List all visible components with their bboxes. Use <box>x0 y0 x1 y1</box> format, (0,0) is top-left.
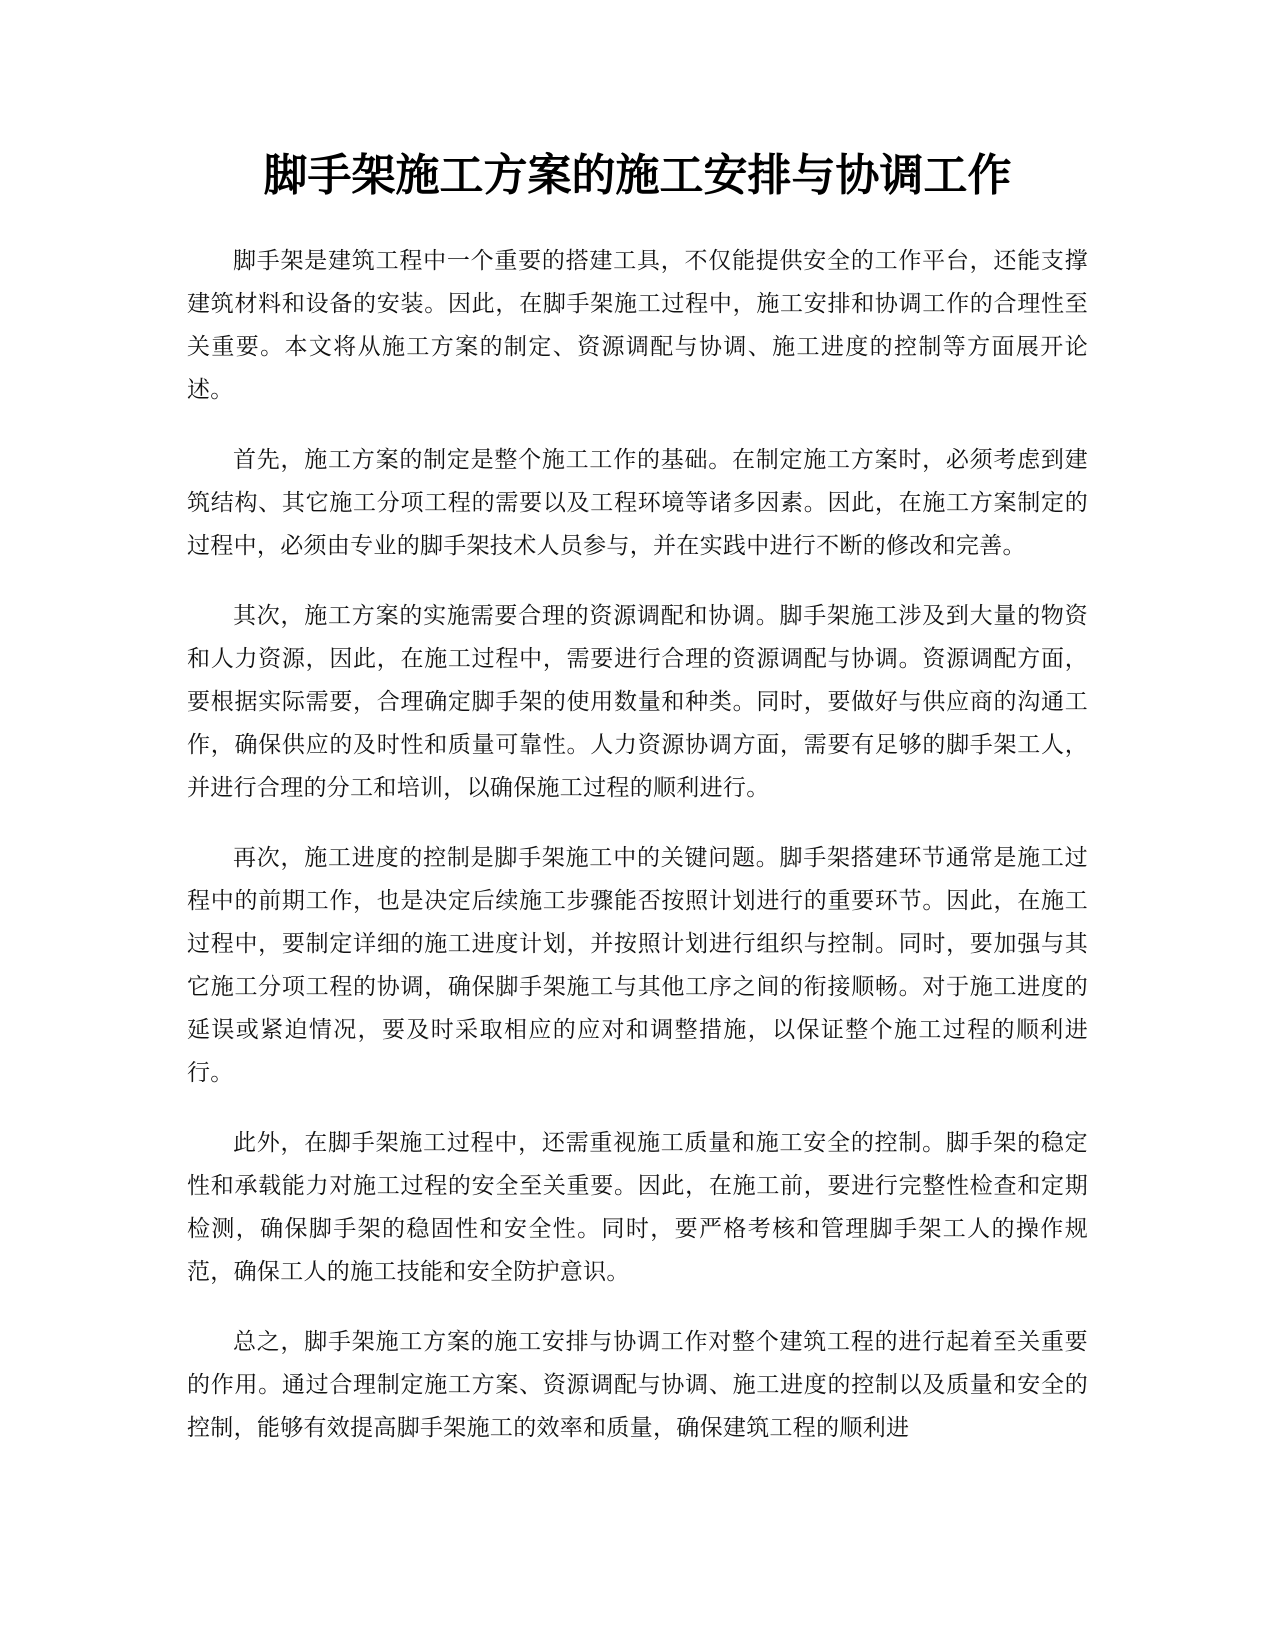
paragraph-plan-formulation: 首先，施工方案的制定是整个施工工作的基础。在制定施工方案时，必须考虑到建筑结构、其它施工分项工程的需要以及工程环境等诸多因素。因此，在施工方案制定的过程中，必须由专业的脚手架技术人员参与，并在实践中进行不断的修改和完善。 <box>187 447 1088 559</box>
paragraph-conclusion: 总之，脚手架施工方案的施工安排与协调工作对整个建筑工程的进行起着至关重要的作用。通过合理制定施工方案、资源调配与协调、施工进度的控制以及质量和安全的控制，能够有效提高脚手架施工的效率和质量，确保建筑工程的顺利进 <box>187 1329 1088 1441</box>
document-body <box>187 240 1088 1477</box>
paragraph-resource-allocation: 其次，施工方案的实施需要合理的资源调配和协调。脚手架施工涉及到大量的物资和人力资源，因此，在施工过程中，需要进行合理的资源调配与协调。资源调配方面，要根据实际需要，合理确定脚手架的使用数量和种类。同时，要做好与供应商的沟通工作，确保供应的及时性和质量可靠性。人力资源协调方面，需要有足够的脚手架工人，并进行合理的分工和培训，以确保施工过程的顺利进行。 <box>187 603 1088 801</box>
document-title: 脚手架施工方案的施工安排与协调工作 <box>263 150 1012 201</box>
paragraph-quality-safety: 此外，在脚手架施工过程中，还需重视施工质量和施工安全的控制。脚手架的稳定性和承载能力对施工过程的安全至关重要。因此，在施工前，要进行完整性检查和定期检测，确保脚手架的稳固性和安全性。同时，要严格考核和管理脚手架工人的操作规范，确保工人的施工技能和安全防护意识。 <box>187 1130 1088 1285</box>
paragraph-intro: 脚手架是建筑工程中一个重要的搭建工具，不仅能提供安全的工作平台，还能支撑建筑材料和设备的安装。因此，在脚手架施工过程中，施工安排和协调工作的合理性至关重要。本文将从施工方案的制定、资源调配与协调、施工进度的控制等方面展开论述。 <box>187 248 1088 403</box>
paragraph-schedule-control: 再次，施工进度的控制是脚手架施工中的关键问题。脚手架搭建环节通常是施工过程中的前期工作，也是决定后续施工步骤能否按照计划进行的重要环节。因此，在施工过程中，要制定详细的施工进度计划，并按照计划进行组织与控制。同时，要加强与其它施工分项工程的协调，确保脚手架施工与其他工序之间的衔接顺畅。对于施工进度的延误或紧迫情况，要及时采取相应的应对和调整措施，以保证整个施工过程的顺利进行。 <box>187 845 1088 1086</box>
